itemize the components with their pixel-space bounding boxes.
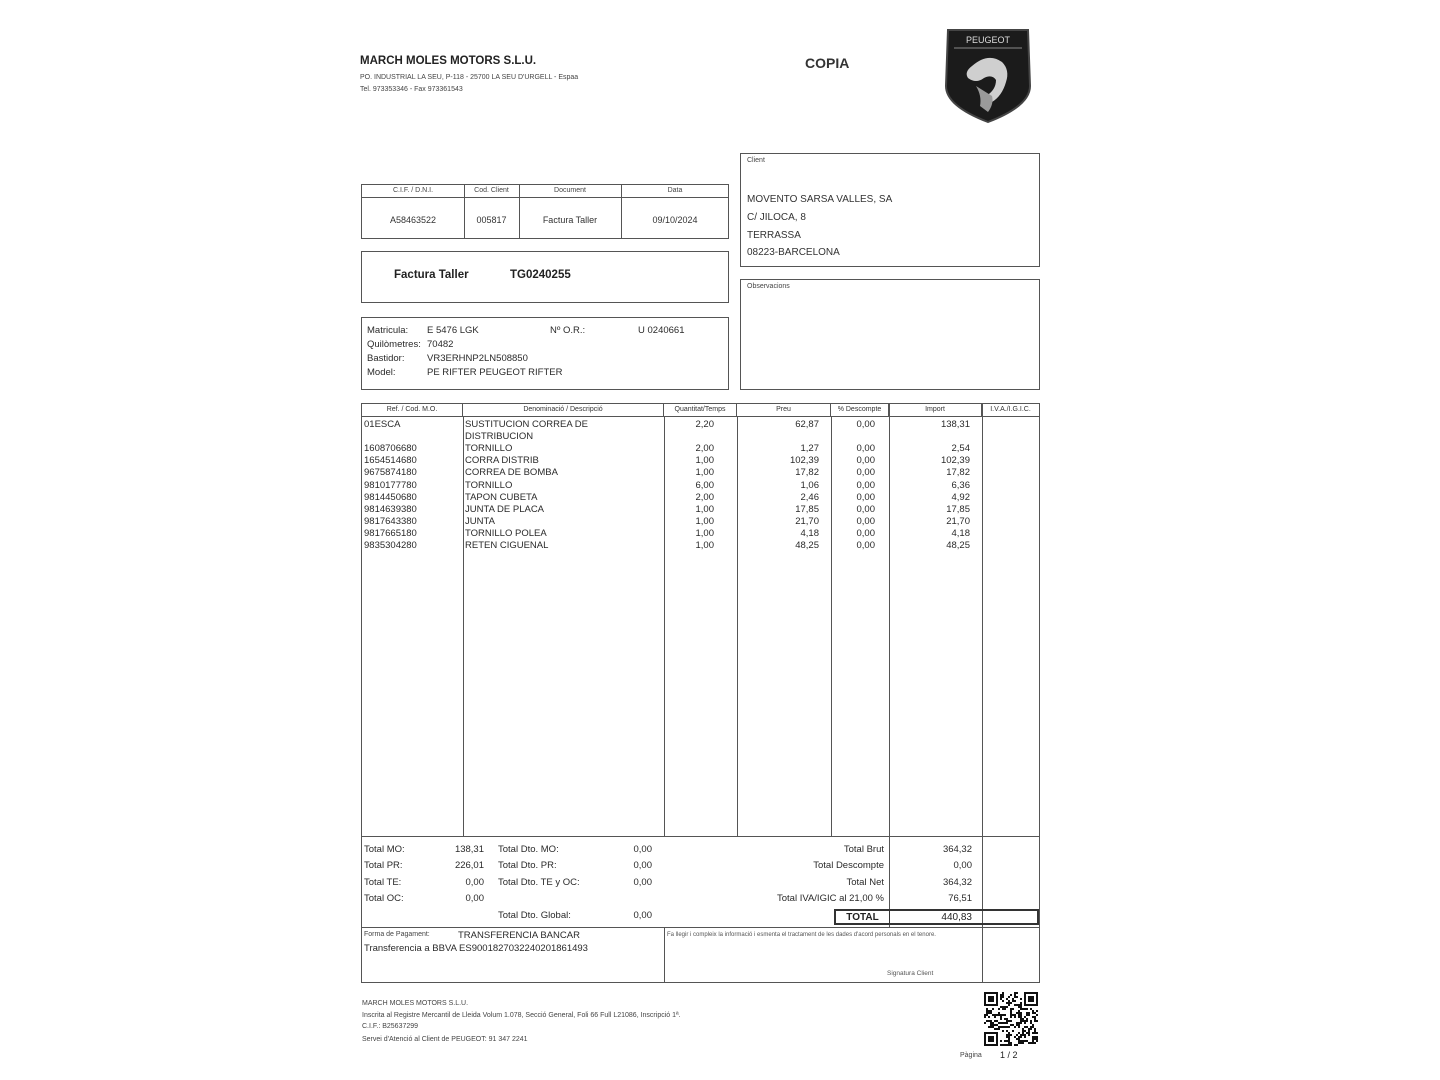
- grand-total-label: TOTAL: [846, 912, 879, 923]
- line-ref: 9814639380: [364, 503, 417, 515]
- info-cif: A58463522: [389, 215, 437, 225]
- total-mo-label: Total MO:: [364, 844, 405, 855]
- line-desc: CORRA DISTRIB: [465, 455, 539, 467]
- total-oc-label: Total OC:: [364, 893, 404, 904]
- line-price: 2,46: [800, 491, 819, 503]
- line-price: 1,06: [800, 479, 819, 491]
- payment-detail: Transferencia a BBVA ES9001827032240201861493: [364, 943, 588, 954]
- line-amount: 21,70: [946, 515, 970, 527]
- footer-company: MARCH MOLES MOTORS S.L.U.: [362, 1000, 469, 1007]
- total-dto-te-oc-label: Total Dto. TE y OC:: [498, 877, 580, 888]
- line-desc: CORREA DE BOMBA: [465, 467, 558, 479]
- line-ref: 1608706680: [364, 443, 417, 455]
- vehicle-matricula: E 5476 LGK: [427, 325, 479, 336]
- signature-label: Signatura Client: [887, 970, 934, 977]
- total-brut-value: 364,32: [942, 844, 972, 855]
- total-dto-global-label: Total Dto. Global:: [498, 910, 571, 921]
- line-price: 17,85: [795, 503, 819, 515]
- line-price: 102,39: [789, 455, 819, 467]
- company-phone: Tel. 973353346 - Fax 973361543: [360, 86, 463, 93]
- signature-note: Fa llegir i compleix la informació i esmenta el tractament de les dades d'acord personals en el tenore.: [667, 932, 936, 938]
- line-desc: TORNILLO: [465, 443, 513, 455]
- vehicle-matricula-label: Matricula:: [367, 325, 409, 336]
- line-desc: JUNTA DE PLACA: [465, 503, 545, 515]
- client-street: C/ JILOCA, 8: [747, 212, 806, 223]
- client-name: MOVENTO SARSA VALLES, SA: [747, 194, 893, 205]
- total-net-label: Total Net: [846, 877, 884, 888]
- info-date: 09/10/2024: [652, 215, 698, 225]
- peugeot-logo: [942, 26, 1034, 124]
- line-disc: 0,00: [856, 443, 875, 455]
- copy-label: COPIA: [805, 55, 850, 71]
- line-qty: 1,00: [695, 540, 714, 551]
- lines-header-vat: I.V.A./I.G.I.C.: [990, 406, 1031, 413]
- lines-header-ref: Ref. / Cod. M.O.: [362, 404, 463, 416]
- total-vat-value: 76,51: [948, 893, 972, 904]
- total-dto-global-value: 0,00: [633, 910, 652, 921]
- line-qty: 1,00: [695, 515, 714, 527]
- line-qty: 1,00: [695, 527, 714, 539]
- line-disc: 0,00: [856, 467, 875, 479]
- line-amount: 17,82: [946, 467, 970, 479]
- vehicle-model: PE RIFTER PEUGEOT RIFTER: [427, 367, 563, 378]
- total-net-value: 364,32: [942, 877, 972, 888]
- info-client-code: 005817: [476, 215, 507, 225]
- lines-header-qty: Quantitat/Temps: [664, 404, 737, 416]
- vehicle-model-label: Model:: [367, 367, 396, 378]
- line-price: 17,82: [795, 467, 819, 479]
- line-desc: TORNILLO POLEA: [465, 527, 547, 539]
- line-desc: TAPON CUBETA: [465, 491, 538, 503]
- qr-code: [984, 992, 1038, 1046]
- line-disc: 0,00: [856, 455, 875, 467]
- vehicle-or-label: Nº O.R.:: [550, 325, 586, 336]
- line-amount: 4,18: [951, 527, 970, 539]
- company-address: PO. INDUSTRIAL LA SEU, P-118 - 25700 LA SEU D'URGELL - Espaa: [360, 74, 579, 81]
- lines-header-discount: % Descompte: [831, 404, 889, 416]
- footer-service: Servei d'Atenció al Client de PEUGEOT: 91 347 2241: [362, 1036, 528, 1043]
- info-header-date: Data: [667, 187, 683, 194]
- line-desc: SUSTITUCION CORREA DE: [465, 419, 588, 430]
- line-ref: 9817665180: [364, 527, 417, 539]
- line-disc: 0,00: [856, 540, 875, 551]
- line-ref: 1654514680: [364, 455, 417, 467]
- company-name: MARCH MOLES MOTORS S.L.U.: [360, 55, 537, 67]
- footer-page-label: Pàgina: [960, 1052, 982, 1059]
- line-amount: 48,25: [946, 540, 970, 551]
- client-city: TERRASSA: [747, 230, 801, 241]
- footer-cif: C.I.F.: B25637299: [362, 1023, 419, 1030]
- qr-code-icon: [984, 992, 1038, 1046]
- line-price: 62,87: [795, 419, 819, 430]
- line-disc: 0,00: [856, 503, 875, 515]
- line-disc: 0,00: [856, 527, 875, 539]
- client-label: Client: [747, 157, 765, 164]
- line-qty: 2,20: [695, 419, 714, 430]
- vehicle-or-number: U 0240661: [638, 325, 685, 336]
- client-box: [740, 153, 1040, 267]
- line-disc: 0,00: [856, 515, 875, 527]
- line-ref: 9814450680: [364, 491, 417, 503]
- line-ref: 9675874180: [364, 467, 417, 479]
- logo-text: PEUGEOT: [965, 35, 1011, 45]
- total-discount-value: 0,00: [953, 860, 972, 871]
- lines-header-amount: Import: [889, 404, 982, 416]
- total-discount-label: Total Descompte: [813, 860, 884, 871]
- line-qty: 2,00: [695, 443, 714, 455]
- payment-method: TRANSFERENCIA BANCAR: [458, 930, 580, 941]
- total-dto-pr-label: Total Dto. PR:: [498, 860, 557, 871]
- line-amount: 4,92: [951, 491, 970, 503]
- total-vat-label: Total IVA/IGIC al 21,00 %: [776, 893, 884, 904]
- footer-registry: Inscrita al Registre Mercantil de Lleida Volum 1.078, Secció General, Foli 66 Full L21086, Inscripció 1ª.: [362, 1012, 681, 1019]
- line-disc: 0,00: [856, 491, 875, 503]
- total-te-value: 0,00: [465, 877, 484, 888]
- lines-header-price: Preu: [737, 404, 831, 416]
- line-desc: RETEN CIGUENAL: [465, 540, 549, 551]
- line-qty: 1,00: [695, 455, 714, 467]
- payment-label: Forma de Pagament:: [364, 931, 430, 938]
- line-qty: 6,00: [695, 479, 714, 491]
- total-dto-te-oc-value: 0,00: [633, 877, 652, 888]
- grand-total-box: [834, 909, 1039, 925]
- grand-total-value: 440,83: [941, 912, 972, 923]
- line-disc: 0,00: [856, 479, 875, 491]
- observations-label: Observacions: [747, 283, 790, 290]
- vehicle-km: 70482: [427, 339, 454, 350]
- peugeot-lion-shield-icon: [942, 26, 1034, 124]
- line-amount: 6,36: [951, 479, 970, 491]
- total-dto-pr-value: 0,00: [633, 860, 652, 871]
- info-header-cif: C.I.F. / D.N.I.: [392, 187, 434, 194]
- line-desc: JUNTA: [465, 515, 495, 527]
- invoice-title-box: [361, 251, 729, 303]
- line-amount: 102,39: [940, 455, 970, 467]
- line-qty: 2,00: [695, 491, 714, 503]
- vehicle-bastidor: VR3ERHNP2LN508850: [427, 353, 528, 364]
- vehicle-box: [361, 317, 729, 390]
- total-pr-value: 226,01: [454, 860, 484, 871]
- total-oc-value: 0,00: [465, 893, 484, 904]
- line-ref: 9817643380: [364, 515, 417, 527]
- line-ref: 9835304280: [364, 540, 417, 551]
- line-disc: 0,00: [856, 419, 875, 430]
- line-qty: 1,00: [695, 467, 714, 479]
- line-price: 21,70: [795, 515, 819, 527]
- invoice-number: TG0240255: [510, 269, 571, 281]
- total-dto-mo-label: Total Dto. MO:: [498, 844, 559, 855]
- line-amount: 138,31: [940, 419, 970, 430]
- info-header-document: Document: [554, 187, 586, 194]
- line-desc: TORNILLO: [465, 479, 513, 491]
- vehicle-bastidor-label: Bastidor:: [367, 353, 405, 364]
- line-ref: 9810177780: [364, 479, 417, 491]
- line-ref: 01ESCA: [364, 419, 401, 430]
- info-header-client-code: Cod. Client: [474, 187, 509, 194]
- line-price: 1,27: [800, 443, 819, 455]
- info-document: Factura Taller: [542, 215, 598, 225]
- total-te-label: Total TE:: [364, 877, 402, 888]
- total-mo-value: 138,31: [454, 844, 484, 855]
- line-desc: DISTRIBUCION: [465, 431, 534, 443]
- line-price: 4,18: [800, 527, 819, 539]
- line-price: 48,25: [795, 540, 819, 551]
- invoice-type: Factura Taller: [394, 269, 469, 281]
- client-postal: 08223-BARCELONA: [747, 247, 840, 258]
- info-table: [361, 184, 729, 239]
- total-pr-label: Total PR:: [364, 860, 403, 871]
- total-brut-label: Total Brut: [843, 844, 884, 855]
- footer-page: 1 / 2: [1000, 1050, 1018, 1060]
- lines-header-desc: Denominació / Descripció: [463, 404, 664, 416]
- total-dto-mo-value: 0,00: [633, 844, 652, 855]
- line-amount: 2,54: [951, 443, 970, 455]
- lines-table: [361, 403, 1040, 983]
- observations-box: [740, 279, 1040, 390]
- line-amount: 17,85: [946, 503, 970, 515]
- line-qty: 1,00: [695, 503, 714, 515]
- vehicle-km-label: Quilòmetres:: [367, 339, 421, 350]
